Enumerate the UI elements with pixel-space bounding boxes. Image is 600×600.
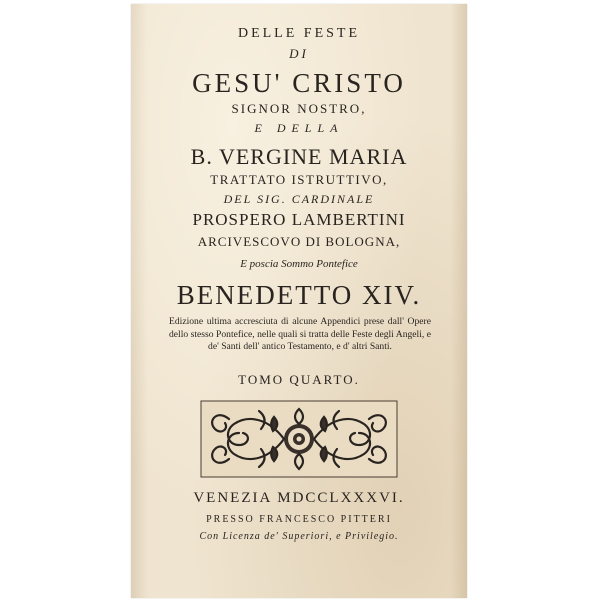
pope-name: BENEDETTO XIV.: [176, 280, 422, 310]
title-line-trattato: TRATTATO ISTRUTTIVO,: [210, 172, 388, 187]
title-line-gesu-cristo: GESU' CRISTO: [192, 68, 406, 98]
author-later-title: E poscia Sommo Pontefice: [240, 258, 358, 270]
imprint-printer: PRESSO FRANCESCO PITTERI: [206, 514, 392, 525]
imprint-license: Con Licenza de' Superiori, e Privilegio.: [199, 531, 399, 542]
title-line-signor-nostro: SIGNOR NOSTRO,: [231, 101, 367, 116]
volume-label: TOMO QUARTO.: [238, 372, 360, 387]
title-line-delle-feste: DELLE FESTE: [237, 26, 361, 41]
edition-note: Edizione ultima accresciuta di alcune Appendici prese dall' Opere dello stesso Pontefice, nelle quali si tratta delle Feste degli Angeli, e de' Santi dell' antico Testamento, e d' altri Santi.: [169, 316, 431, 352]
author-name: PROSPERO LAMBERTINI: [192, 210, 406, 229]
author-title: ARCIVESCOVO DI BOLOGNA,: [197, 234, 401, 249]
imprint-place-date: VENEZIA MDCCLXXXVI.: [193, 490, 405, 506]
printer-ornament-icon: [199, 399, 399, 479]
title-line-di: DI: [289, 46, 309, 61]
title-page: [131, 4, 467, 598]
title-line-cardinale: DEL SIG. CARDINALE: [223, 192, 375, 206]
title-line-vergine-maria: B. VERGINE MARIA: [190, 144, 408, 169]
title-line-e-della: E DELLA: [254, 121, 344, 135]
